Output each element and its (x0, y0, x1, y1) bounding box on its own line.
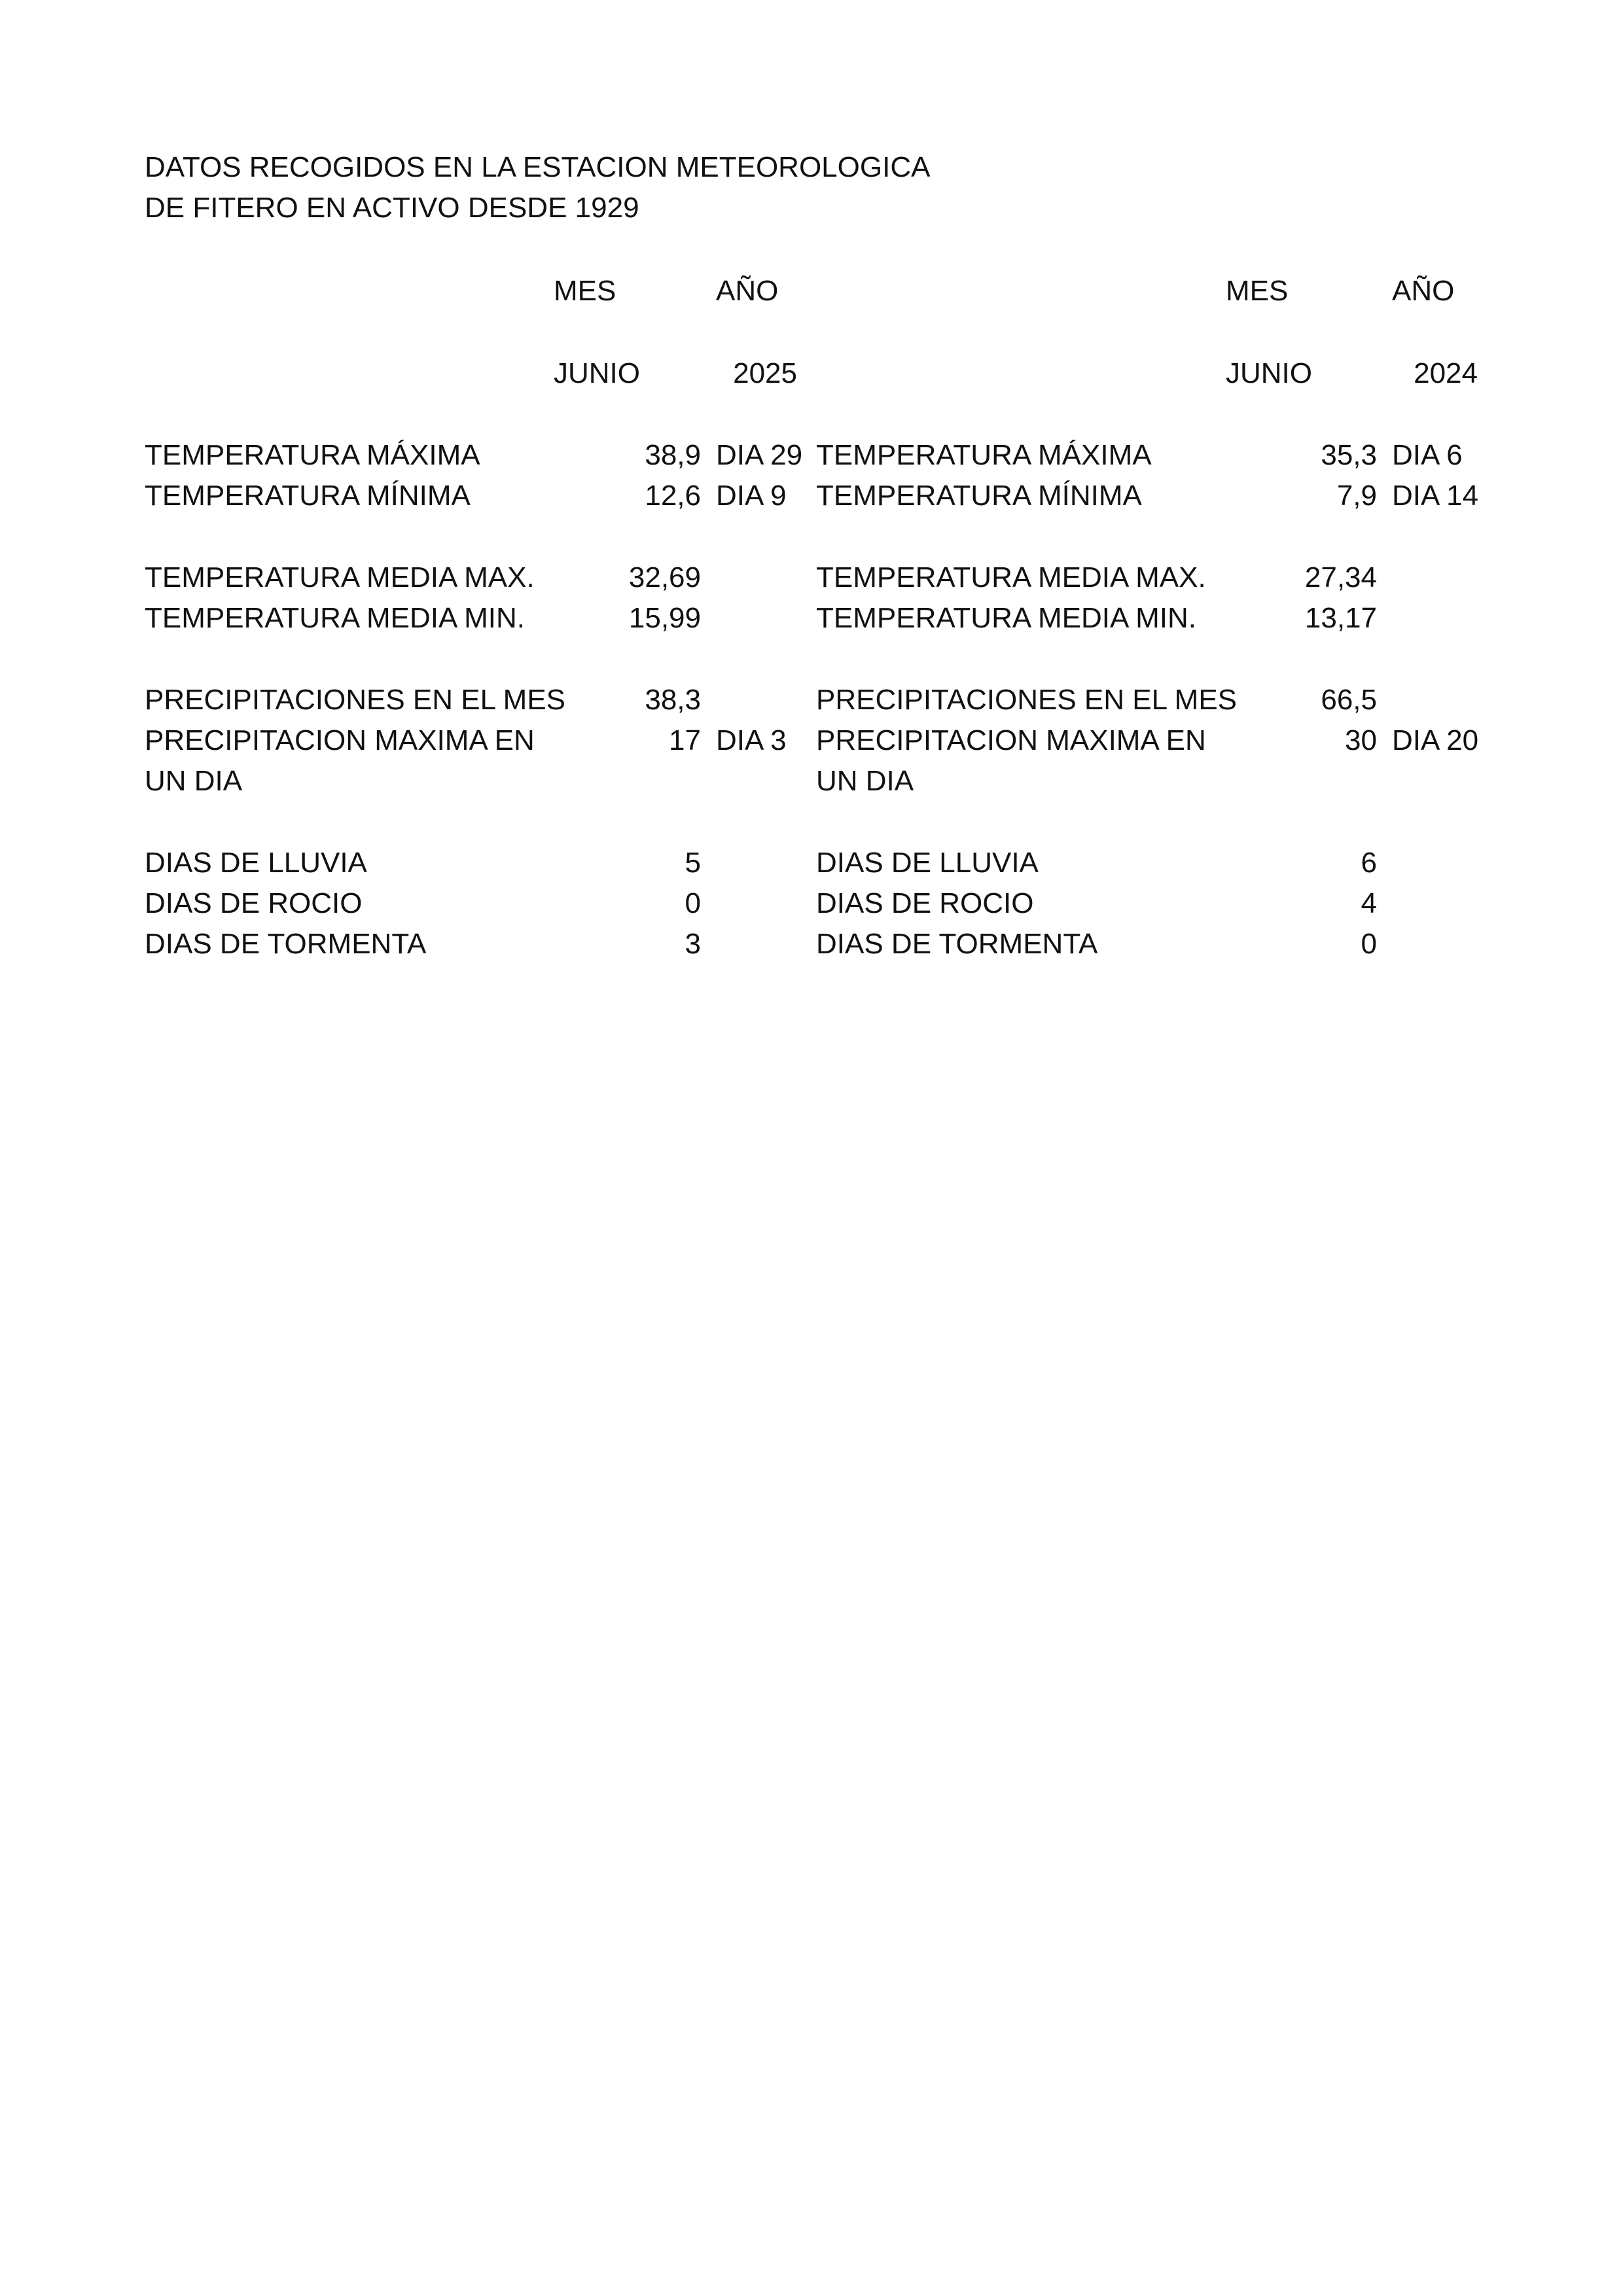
right-value-dias-rocio: 4 (1361, 887, 1377, 919)
right-mes-label: MES (1226, 275, 1289, 307)
right-day-temp-min: DIA 14 (1392, 480, 1479, 512)
right-label-precip-max-line2: UN DIA (816, 765, 914, 797)
left-label-temp-media-max: TEMPERATURA MEDIA MAX. (145, 561, 535, 593)
left-value-dias-rocio: 0 (685, 887, 701, 919)
left-value-temp-max: 38,9 (645, 439, 701, 471)
left-value-temp-media-max: 32,69 (628, 561, 701, 593)
left-label-precip-max: PRECIPITACION MAXIMA EN (145, 724, 535, 756)
left-label-dias-lluvia: DIAS DE LLUVIA (145, 847, 367, 879)
right-label-dias-tormenta: DIAS DE TORMENTA (816, 928, 1098, 960)
right-day-precip-max: DIA 20 (1392, 724, 1479, 756)
left-mes-label: MES (554, 275, 616, 307)
right-value-temp-media-min: 13,17 (1304, 602, 1377, 634)
right-label-precip-mes: PRECIPITACIONES EN EL MES (816, 684, 1238, 716)
left-label-temp-media-min: TEMPERATURA MEDIA MIN. (145, 602, 526, 634)
left-day-precip-max: DIA 3 (716, 724, 787, 756)
right-value-dias-tormenta: 0 (1361, 928, 1377, 960)
left-ano-label: AÑO (716, 275, 779, 307)
right-label-dias-rocio: DIAS DE ROCIO (816, 887, 1034, 919)
right-label-temp-max: TEMPERATURA MÁXIMA (816, 439, 1152, 471)
right-value-temp-max: 35,3 (1321, 439, 1377, 471)
right-label-dias-lluvia: DIAS DE LLUVIA (816, 847, 1039, 879)
right-mes-value: JUNIO (1226, 357, 1312, 389)
right-day-temp-max: DIA 6 (1392, 439, 1463, 471)
right-value-precip-max: 30 (1345, 724, 1377, 756)
left-value-precip-max: 17 (669, 724, 701, 756)
right-label-precip-max: PRECIPITACION MAXIMA EN (816, 724, 1206, 756)
left-value-dias-tormenta: 3 (685, 928, 701, 960)
left-ano-value: 2025 (733, 357, 797, 389)
left-label-temp-max: TEMPERATURA MÁXIMA (145, 439, 480, 471)
left-label-precip-max-line2: UN DIA (145, 765, 243, 797)
left-value-temp-min: 12,6 (645, 480, 701, 512)
right-value-dias-lluvia: 6 (1361, 847, 1377, 879)
right-ano-value: 2024 (1414, 357, 1478, 389)
left-value-precip-mes: 38,3 (645, 684, 701, 716)
right-label-temp-media-max: TEMPERATURA MEDIA MAX. (816, 561, 1206, 593)
title-line-2: DE FITERO EN ACTIVO DESDE 1929 (145, 192, 639, 224)
title-line-1: DATOS RECOGIDOS EN LA ESTACION METEOROLOGICA (145, 151, 931, 183)
left-mes-value: JUNIO (554, 357, 640, 389)
right-value-temp-media-max: 27,34 (1304, 561, 1377, 593)
right-label-temp-min: TEMPERATURA MÍNIMA (816, 480, 1142, 512)
left-label-dias-rocio: DIAS DE ROCIO (145, 887, 363, 919)
left-day-temp-max: DIA 29 (716, 439, 803, 471)
right-value-temp-min: 7,9 (1336, 480, 1377, 512)
right-value-precip-mes: 66,5 (1321, 684, 1377, 716)
left-value-temp-media-min: 15,99 (628, 602, 701, 634)
right-ano-label: AÑO (1392, 275, 1455, 307)
left-value-dias-lluvia: 5 (685, 847, 701, 879)
left-label-temp-min: TEMPERATURA MÍNIMA (145, 480, 471, 512)
left-day-temp-min: DIA 9 (716, 480, 787, 512)
right-label-temp-media-min: TEMPERATURA MEDIA MIN. (816, 602, 1197, 634)
left-label-dias-tormenta: DIAS DE TORMENTA (145, 928, 427, 960)
left-label-precip-mes: PRECIPITACIONES EN EL MES (145, 684, 566, 716)
